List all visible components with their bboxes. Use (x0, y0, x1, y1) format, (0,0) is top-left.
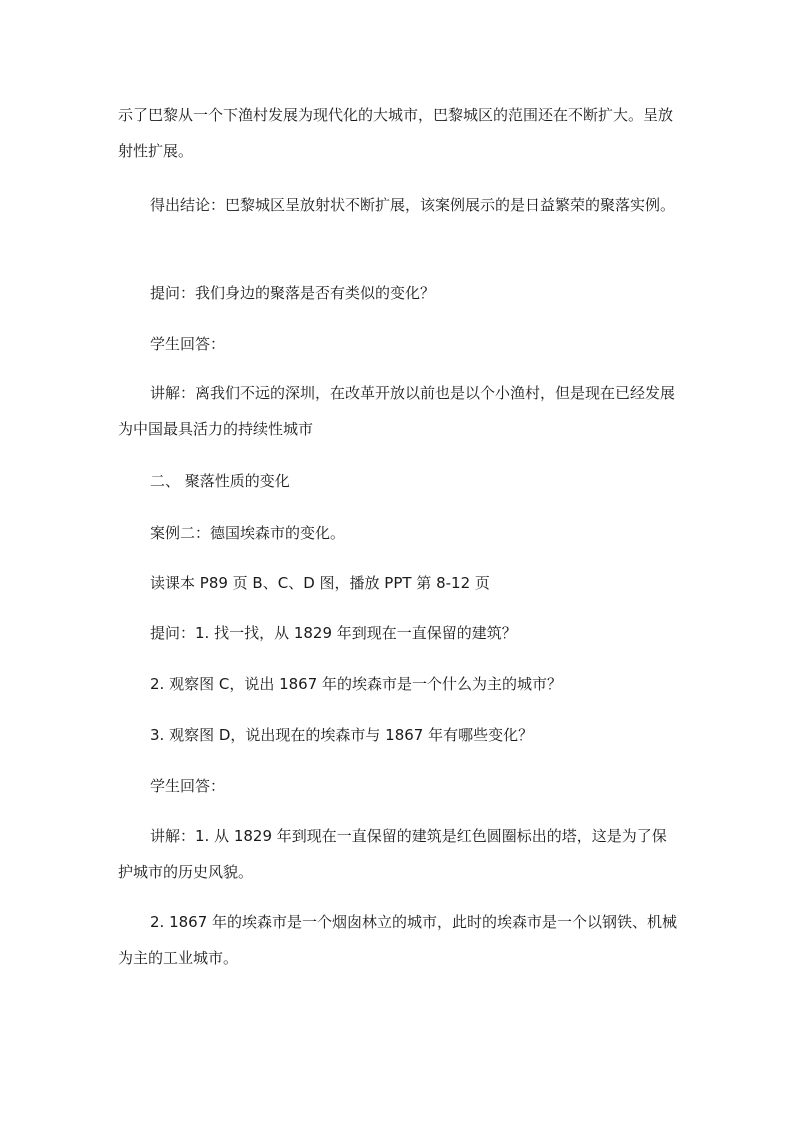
paragraph-student-answer-2: 学生回答： (150, 777, 226, 795)
paragraph-read-textbook: 读课本 P89 页 B、C、D 图，播放 PPT 第 8-12 页 (150, 574, 490, 592)
paragraph-question-3: 3. 观察图 D，说出现在的埃森市与 1867 年有哪些变化？ (150, 726, 534, 744)
section-heading-settlement-nature: 二、 聚落性质的变化 (150, 472, 290, 490)
paragraph-question-2: 2. 观察图 C，说出 1867 年的埃森市是一个什么为主的城市？ (150, 675, 563, 693)
paragraph-paris-expansion: 示了巴黎从一个下渔村发展为现代化的大城市，巴黎城区的范围还在不断扩大。呈放射性扩展。 (118, 106, 674, 160)
paragraph-explanation-1: 讲解：1. 从 1829 年到现在一直保留的建筑是红色圆圈标出的塔，这是为了保护城市的历史风貌。 (118, 827, 667, 881)
paragraph-case-two: 案例二：德国埃森市的变化。 (150, 524, 346, 542)
paragraph-explanation-shenzhen: 讲解：离我们不远的深圳，在改革开放以前也是以个小渔村，但是现在已经发展为中国最具活力的持续性城市 (118, 384, 676, 438)
paragraph-question-1: 提问：1. 找一找，从 1829 年到现在一直保留的建筑？ (150, 624, 517, 642)
paragraph-student-answer-1: 学生回答： (150, 335, 226, 353)
paragraph-conclusion: 得出结论：巴黎城区呈放射状不断扩展，该案例展示的是日益繁荣的聚落实例。 (150, 196, 676, 214)
paragraph-explanation-2: 2. 1867 年的埃森市是一个烟囱林立的城市，此时的埃森市是一个以钢铁、机械为主的工业城市。 (118, 913, 678, 967)
paragraph-question-nearby: 提问：我们身边的聚落是否有类似的变化？ (150, 284, 436, 302)
